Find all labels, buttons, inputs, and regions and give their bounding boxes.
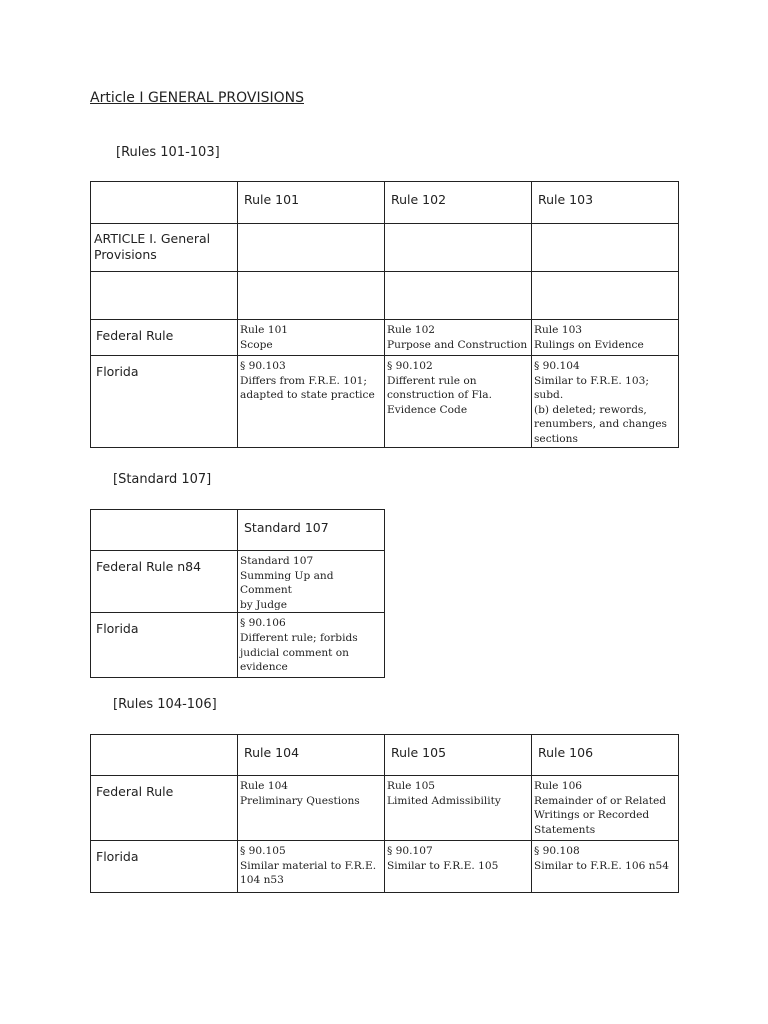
header-cell: Rule 102 xyxy=(385,182,532,224)
section-heading-rules-104-106: [Rules 104-106] xyxy=(113,697,217,712)
header-empty-cell xyxy=(91,510,238,551)
table-cell xyxy=(91,272,238,320)
table-standard-107 xyxy=(90,509,385,678)
table-cell: § 90.108 Similar to F.R.E. 106 n54 xyxy=(532,841,679,893)
table-cell: Rule 101 Scope xyxy=(238,320,385,356)
row-label: Florida xyxy=(91,613,238,678)
header-empty-cell xyxy=(91,735,238,776)
row-label: Federal Rule n84 xyxy=(91,551,238,613)
header-cell: Rule 103 xyxy=(532,182,679,224)
row-label: Federal Rule xyxy=(91,320,238,356)
table-cell: § 90.104 Similar to F.R.E. 103; subd. (b) deleted; rewords, renumbers, and changes sections xyxy=(532,356,679,448)
header-cell: Standard 107 xyxy=(238,510,385,551)
header-cell: Rule 104 xyxy=(238,735,385,776)
table-cell: Rule 106 Remainder of or Related Writings or Recorded Statements xyxy=(532,776,679,841)
table-cell xyxy=(532,224,679,272)
section-heading-standard-107: [Standard 107] xyxy=(113,472,212,487)
header-cell: Rule 105 xyxy=(385,735,532,776)
row-label: Federal Rule xyxy=(91,776,238,841)
table-cell: Rule 103 Rulings on Evidence xyxy=(532,320,679,356)
table-cell xyxy=(385,272,532,320)
section-heading-rules-101-103: [Rules 101-103] xyxy=(116,145,220,160)
table-row xyxy=(91,356,679,448)
table-cell xyxy=(532,272,679,320)
table-row xyxy=(91,613,385,678)
table-row xyxy=(91,551,385,613)
table-row xyxy=(91,272,679,320)
table-cell: § 90.105 Similar material to F.R.E. 104 n53 xyxy=(238,841,385,893)
header-cell: Rule 101 xyxy=(238,182,385,224)
table-cell: § 90.106 Different rule; forbids judicial comment on evidence xyxy=(238,613,385,678)
table-cell: Rule 102 Purpose and Construction xyxy=(385,320,532,356)
table-cell xyxy=(238,272,385,320)
table-cell: Standard 107 Summing Up and Comment by Judge xyxy=(238,551,385,613)
row-label: Florida xyxy=(91,841,238,893)
article-title: Article I GENERAL PROVISIONS xyxy=(90,90,304,106)
table-cell: § 90.102 Different rule on construction of Fla. Evidence Code xyxy=(385,356,532,448)
table-cell: § 90.103 Differs from F.R.E. 101; adapted to state practice xyxy=(238,356,385,448)
table-row xyxy=(91,320,679,356)
table-row xyxy=(91,776,679,841)
table-rules-101-103 xyxy=(90,181,679,448)
table-cell: Rule 105 Limited Admissibility xyxy=(385,776,532,841)
table-row xyxy=(91,224,679,272)
header-empty-cell xyxy=(91,182,238,224)
table-cell: Rule 104 Preliminary Questions xyxy=(238,776,385,841)
table-rules-104-106 xyxy=(90,734,679,893)
table-cell: § 90.107 Similar to F.R.E. 105 xyxy=(385,841,532,893)
table-cell xyxy=(385,224,532,272)
row-label: Florida xyxy=(91,356,238,448)
table-cell xyxy=(238,224,385,272)
table-header-row xyxy=(91,510,385,551)
header-cell: Rule 106 xyxy=(532,735,679,776)
table-header-row xyxy=(91,735,679,776)
row-label: ARTICLE I. General Provisions xyxy=(91,224,238,272)
table-header-row xyxy=(91,182,679,224)
table-row xyxy=(91,841,679,893)
